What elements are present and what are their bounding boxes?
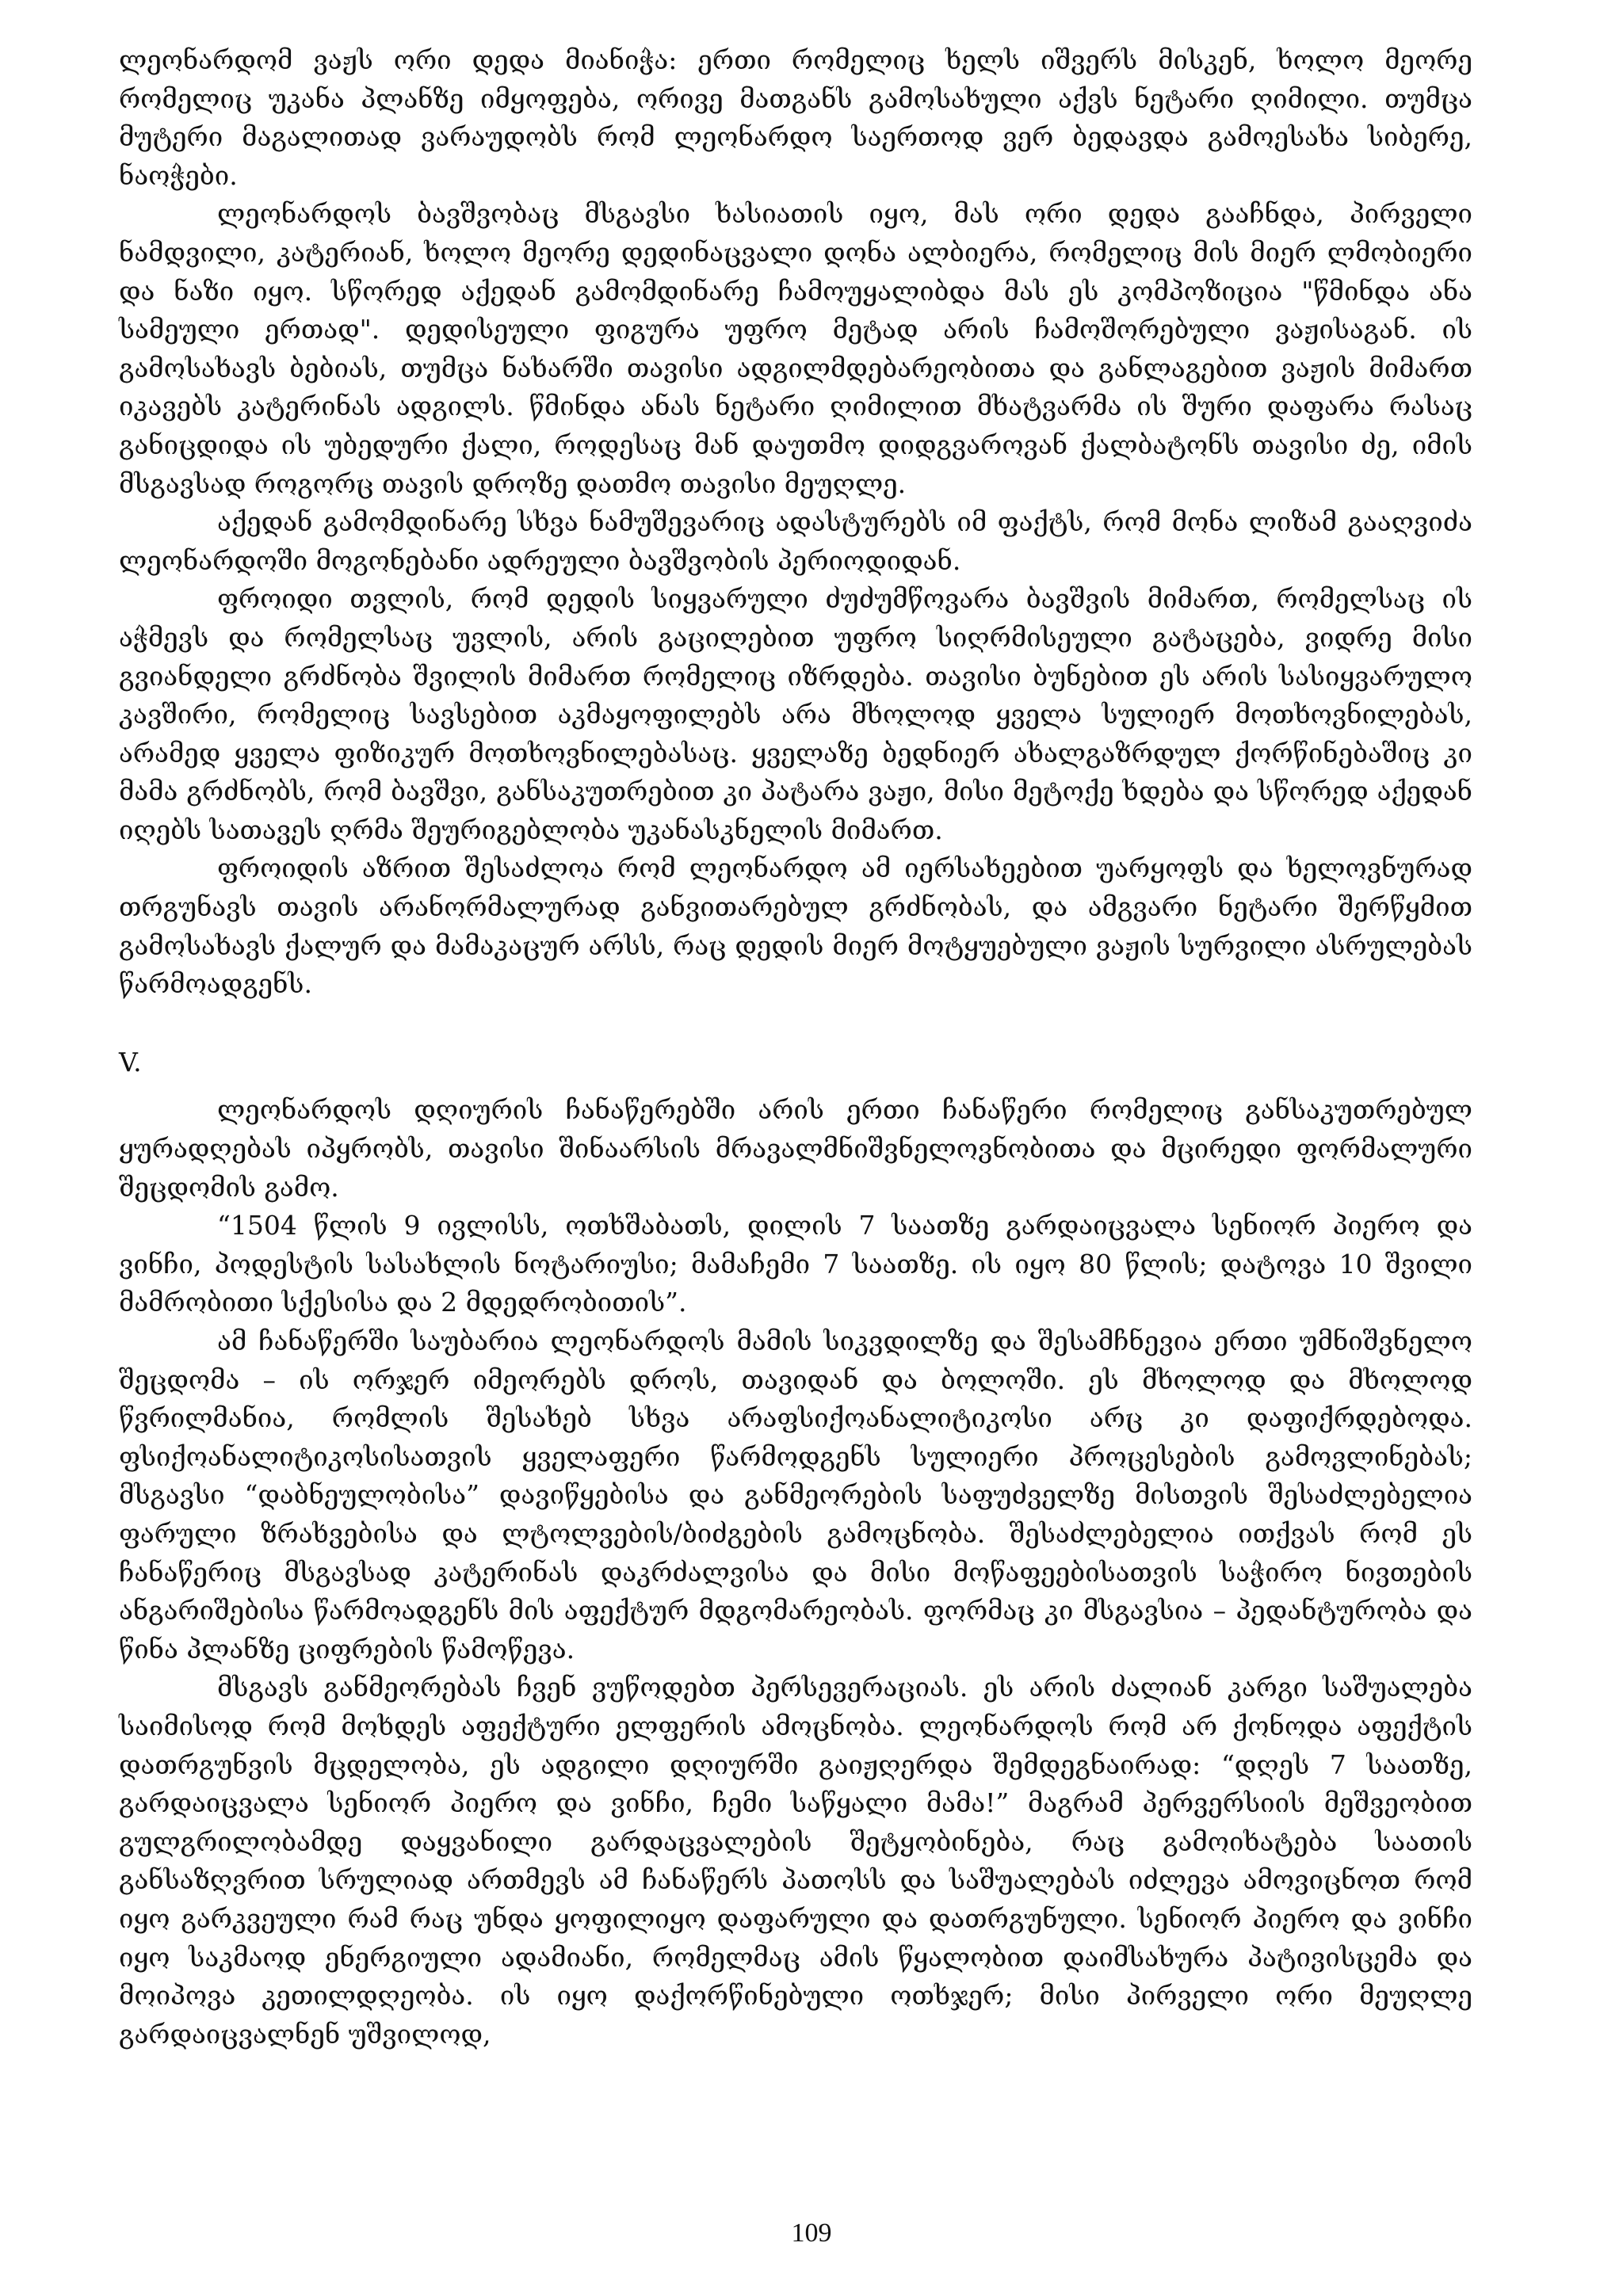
- paragraph: ლეონარდომ ვაჟს ორი დედა მიანიჭა: ერთი რომელიც ხელს იშვერს მისკენ, ხოლო მეორე რომელიც უკანა პლანზე იმყოფება, ორივე მათგანს გამოსახული აქვს ნეტარი ღიმილი. თუმცა მუტერი მაგალითად ვარაუდობს რომ ლეონარდო საერთოდ ვერ ბედავდა გამოესახა სიბერე, ნაოჭები.: [119, 44, 1472, 191]
- paragraph: ლეონარდოს ბავშვობაც მსგავსი ხასიათის იყო, მას ორი დედა გააჩნდა, პირველი ნამდვილი, კატერიან, ხოლო მეორე დედინაცვალი დონა ალბიერა, რომელიც მის მიერ ლმობიერი და ნაზი იყო. სწორედ აქედან გამომდინარე ჩამოუყალიბდა მას ეს კომპოზიცია "წმინდა ანა სამეული ერთად". დედისეული ფიგურა უფრო მეტად არის ჩამოშორებული ვაჟისაგან. ის გამოსახავს ბებიას, თუმცა ნახარში თავისი ადგილმდებარეობითა და განლაგებით ვაჟის მიმართ იკავებს კატერინას ადგილს. წმინდა ანას ნეტარი ღიმილით მხატვარმა ის შური დაფარა რასაც განიცდიდა ის უბედური ქალი, როდესაც მან დაუთმო დიდგვაროვან ქალბატონს თავისი ძე, იმის მსგავსად როგორც თავის დროზე დათმო თავისი მეუღლე.: [119, 198, 1472, 499]
- paragraph: ფროიდის აზრით შესაძლოა რომ ლეონარდო ამ იერსახეებით უარყოფს და ხელოვნურად თრგუნავს თავის არანორმალურად განვითარებულ გრძნობას, და ამგვარი ნეტარი შერწყმით გამოსახავს ქალურ და მამაკაცურ არსს, რაც დედის მიერ მოტყუებული ვაჟის სურვილი ასრულებას წარმოადგენს.: [119, 852, 1472, 1000]
- paragraph: ლეონარდოს დღიურის ჩანაწერებში არის ერთი ჩანაწერი რომელიც განსაკუთრებულ ყურადღებას იპყრობს, თავისი შინაარსის მრავალმნიშვნელოვნობითა და მცირედი ფორმალური შეცდომის გამო.: [119, 1094, 1472, 1203]
- diary-quote-paragraph: “1504 წლის 9 ივლისს, ოთხშაბათს, დილის 7 საათზე გარდაიცვალა სენიორ პიერო და ვინჩი, პოდესტის სასახლის ნოტარიუსი; მამაჩემი 7 საათზე. ის იყო 80 წლის; დატოვა 10 შვილი მამრობითი სქესისა და 2 მდედრობითის”.: [119, 1210, 1472, 1318]
- paragraph: ამ ჩანაწერში საუბარია ლეონარდოს მამის სიკვდილზე და შესამჩნევია ერთი უმნიშვნელო შეცდომა – ის ორჯერ იმეორებს დროს, თავიდან და ბოლოში. ეს მხოლოდ და მხოლოდ წვრილმანია, რომლის შესახებ სხვა არაფსიქოანალიტიკოსი არც კი დაფიქრდებოდა. ფსიქოანალიტიკოსისათვის ყველაფერი წარმოდგენს სულიერი პროცესების გამოვლინებას; მსგავსი “დაბნეულობისა” დავიწყებისა და განმეორების საფუძველზე მისთვის შესაძლებელია ფარული ზრახვებისა და ლტოლვების/ბიძგების გამოცნობა. შესაძლებელია ითქვას რომ ეს ჩანაწერიც მსგავსად კატერინას დაკრძალვისა და მისი მოწაფეებისათვის საჭირო ნივთების ანგარიშებისა წარმოადგენს მის აფექტურ მდგომარეობას. ფორმაც კი მსგავსია – პედანტურობა და წინა პლანზე ციფრების წამოწევა.: [119, 1325, 1472, 1665]
- paragraph: მსგავს განმეორებას ჩვენ ვუწოდებთ პერსევერაციას. ეს არის ძალიან კარგი საშუალება საიმისოდ რომ მოხდეს აფექტური ელფერის ამოცნობა. ლეონარდოს რომ არ ქონოდა აფექტის დათრგუნვის მცდელობა, ეს ადგილი დღიურში გაიჟღერდა შემდეგნაირად: “დღეს 7 საათზე, გარდაიცვალა სენიორ პიერო და ვინჩი, ჩემი საწყალი მამა!” მაგრამ პერვერსიის მეშვეობით გულგრილობამდე დაყვანილი გარდაცვალების შეტყობინება, რაც გამოიხატება საათის განსაზღვრით სრულიად ართმევს ამ ჩანაწერს პათოსს და საშუალებას იძლევა ამოვიცნოთ რომ იყო გარკვეული რამ რაც უნდა ყოფილიყო დაფარული და დათრგუნული. სენიორ პიერო და ვინჩი იყო საკმაოდ ენერგიული ადამიანი, რომელმაც ამის წყალობით დაიმსახურა პატივისცემა და მოიპოვა კეთილდღეობა. ის იყო დაქორწინებული ოთხჯერ; მისი პირველი ორი მეუღლე გარდაიცვალნენ უშვილოდ,: [119, 1672, 1472, 2050]
- body-text-part-1: [119, 41, 1472, 1004]
- paragraph: აქედან გამომდინარე სხვა ნამუშევარიც ადასტურებს იმ ფაქტს, რომ მონა ლიზამ გააღვიძა ლეონარდოში მოგონებანი ადრეული ბავშვობის პერიოდიდან.: [119, 506, 1472, 576]
- section-marker: V.: [119, 1046, 142, 1077]
- page-number: 109: [791, 2218, 832, 2248]
- paragraph: ფროიდი თვლის, რომ დედის სიყვარული ძუძუმწოვარა ბავშვის მიმართ, რომელსაც ის აჭმევს და რომელსაც უვლის, არის გაცილებით უფრო სიღრმისეული გატაცება, ვიდრე მისი გვიანდელი გრძნობა შვილის მიმართ რომელიც იზრდება. თავისი ბუნებით ეს არის სასიყვარულო კავშირი, რომელიც სავსებით აკმაყოფილებს არა მხოლოდ ყველა სულიერ მოთხოვნილებას, არამედ ყველა ფიზიკურ მოთხოვნილებასაც. ყველაზე ბედნიერ ახალგაზრდულ ქორწინებაშიც კი მამა გრძნობს, რომ ბავშვი, განსაკუთრებით კი პატარა ვაჟი, მისი მეტოქე ხდება და სწორედ აქედან იღებს სათავეს ღრმა შეურიგებლობა უკანასკნელის მიმართ.: [119, 583, 1472, 845]
- body-text-part-2: [119, 1091, 1472, 2054]
